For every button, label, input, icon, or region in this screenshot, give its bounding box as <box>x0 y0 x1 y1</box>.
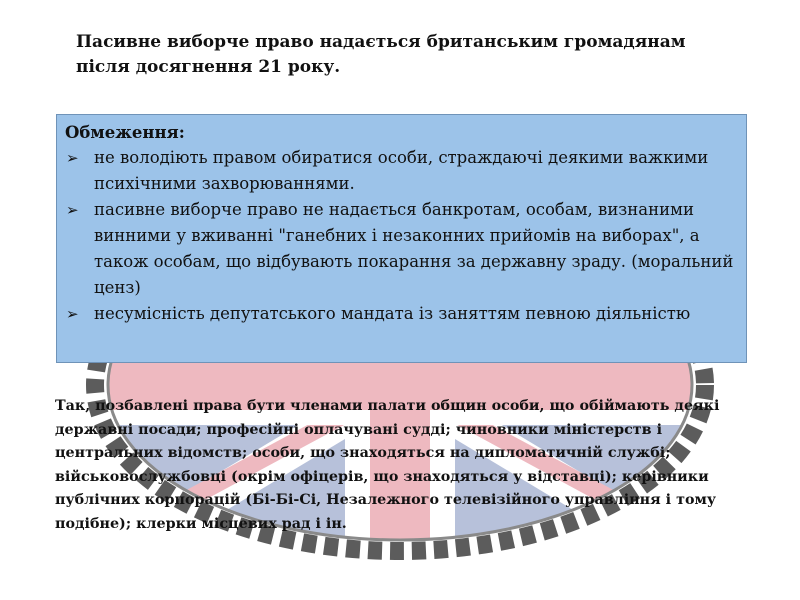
ineligibility-paragraph: Так, позбавлені права бути членами палати общин особи, що обіймають деякі державні посади; професійні оплачувані судді; чиновники міністерств і центральних відомств; особи, що знаходяться на дипломатичній службі; військовослужбовці (окрім офіцерів, що знаходяться у відставці); керівники публічних корпорацій (Бі-Бі-Сі, Незалежного телевізійного управління і тому подібне); клерки місцевих рад і ін. <box>55 398 720 532</box>
arrow-bullet-icon: ➢ <box>66 201 79 219</box>
restriction-text: пасивне виборче право не надається банкротам, особам, визнаними винними у вживанні "ганебних і незаконних прийомів на виборах", а також особам, що відбувають покарання за державну зраду. (моральний ценз) <box>94 200 734 297</box>
page-heading: Пасивне виборче право надається британським громадянам після досягнення 21 року. <box>76 32 686 77</box>
arrow-bullet-icon: ➢ <box>66 305 79 323</box>
restriction-item <box>65 145 736 197</box>
restrictions-panel <box>56 114 747 363</box>
restrictions-list <box>65 145 736 327</box>
restriction-text: несумісність депутатського мандата із заняттям певною діяльністю <box>94 304 691 323</box>
arrow-bullet-icon: ➢ <box>66 149 79 167</box>
restriction-text: не володіють правом обиратися особи, страждаючі деякими важкими психічними захворюваннями. <box>94 148 709 193</box>
restriction-item <box>65 197 736 301</box>
restrictions-title: Обмеження: <box>65 123 185 142</box>
restriction-item <box>65 301 736 327</box>
